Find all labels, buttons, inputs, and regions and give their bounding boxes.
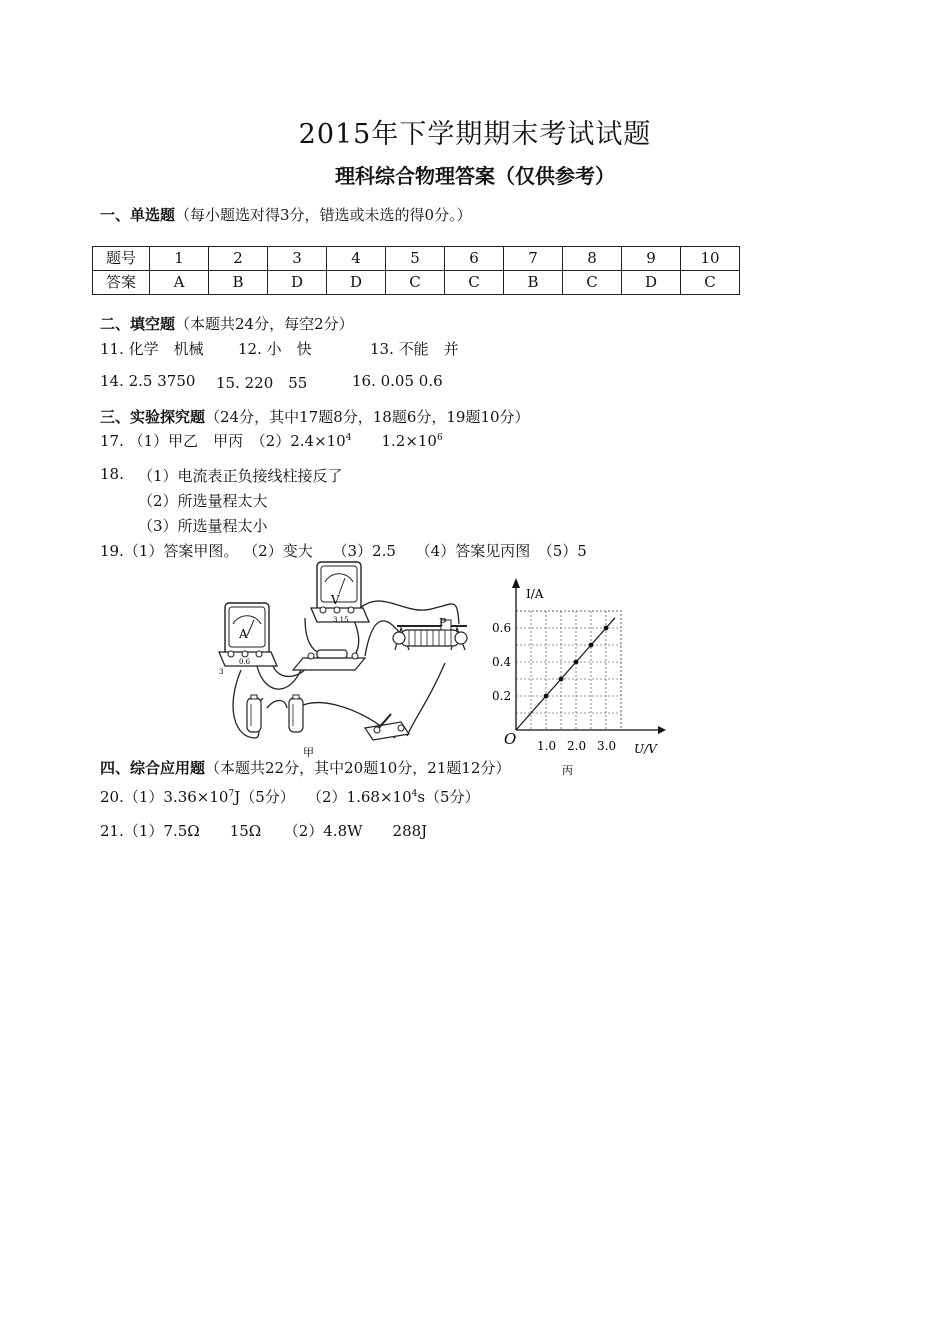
section1 xyxy=(100,204,472,225)
circuit-figure xyxy=(205,558,495,768)
voltmeter-icon xyxy=(311,562,369,622)
q17 xyxy=(100,430,443,451)
answer-cell: C xyxy=(445,271,504,295)
data-point xyxy=(589,643,594,648)
section4-heading: 四、综合应用题 xyxy=(100,759,206,777)
voltmeter-label: V xyxy=(331,593,340,607)
q17-exp2: 6 xyxy=(436,433,443,443)
section2 xyxy=(100,313,354,334)
answer-cell: B xyxy=(209,271,268,295)
section4 xyxy=(100,757,510,778)
num-cell: 5 xyxy=(386,247,445,271)
y-tick-labels xyxy=(492,621,511,703)
row2-label: 答案 xyxy=(93,271,150,295)
answer-cell: C xyxy=(681,271,740,295)
x-axis-label: U/V xyxy=(634,742,657,756)
answer-cell: C xyxy=(563,271,622,295)
section2-note: （本题共24分，每空2分） xyxy=(175,315,354,333)
q17-exp1: 4 xyxy=(345,433,352,443)
iu-graph xyxy=(488,576,688,778)
ammeter-terminal-left: 3 xyxy=(219,668,224,676)
q18-item-3: （3）所选量程太小 xyxy=(138,517,268,535)
num-cell: 2 xyxy=(209,247,268,271)
answer-cell: B xyxy=(504,271,563,295)
q18-item-2: （2）所选量程太大 xyxy=(138,492,268,510)
q15: 15. 220 55 xyxy=(216,374,308,392)
section3 xyxy=(100,406,530,427)
data-point xyxy=(574,660,579,665)
battery-icon xyxy=(247,695,261,732)
q14: 14. 2.5 3750 xyxy=(100,372,196,390)
data-point xyxy=(559,677,564,682)
page-title: 2015年下学期期末考试试题 xyxy=(298,119,652,150)
row1-label: 题号 xyxy=(93,247,150,271)
q11: 11. 化学 机械 xyxy=(100,340,204,358)
answer-cell: C xyxy=(386,271,445,295)
table-row-numbers xyxy=(93,247,740,271)
num-cell: 6 xyxy=(445,247,504,271)
answer-cell: D xyxy=(327,271,386,295)
num-cell: 8 xyxy=(563,247,622,271)
q16: 16. 0.05 0.6 xyxy=(352,372,443,390)
battery-icon xyxy=(289,695,303,732)
section1-heading: 一、单选题 xyxy=(100,206,176,224)
y-tick-label: 0.6 xyxy=(492,621,512,635)
q17-part-b: 1.2×10 xyxy=(351,432,437,450)
num-cell: 4 xyxy=(327,247,386,271)
ammeter-icon xyxy=(219,603,277,666)
x-tick-labels xyxy=(537,739,616,753)
q12: 12. 小 快 xyxy=(238,340,312,358)
answer-cell: A xyxy=(150,271,209,295)
q21: 21.（1）7.5Ω 15Ω （2）4.8W 288J xyxy=(100,822,428,840)
data-point xyxy=(544,694,549,699)
data-point xyxy=(604,626,609,631)
q18-item-1: （1）电流表正负接线柱接反了 xyxy=(138,467,343,485)
x-tick-label: 2.0 xyxy=(567,739,587,753)
answer-table xyxy=(92,246,740,295)
origin-label: O xyxy=(504,730,517,748)
table-row-answers xyxy=(93,271,740,295)
section3-heading: 三、实验探究题 xyxy=(100,408,206,426)
q20-exp1: 7 xyxy=(228,789,235,799)
section1-note: （每小题选对得3分，错选或未选的得0分。） xyxy=(175,206,472,224)
q17-part-a: 17. （1）甲乙 甲丙 （2）2.4×10 xyxy=(100,432,346,450)
answer-cell: D xyxy=(622,271,681,295)
figure-caption-bing: 丙 xyxy=(562,764,573,777)
q20-part-c: s（5分） xyxy=(417,788,480,806)
section3-note: （24分，其中17题8分，18题6分，19题10分） xyxy=(205,408,530,426)
num-cell: 10 xyxy=(681,247,740,271)
rheostat-label: P xyxy=(439,616,447,629)
resistor-icon xyxy=(293,650,365,670)
voltmeter-terminals: 3 15 xyxy=(333,616,349,624)
rheostat-icon xyxy=(393,620,467,650)
section2-heading: 二、填空题 xyxy=(100,315,176,333)
num-cell: 9 xyxy=(622,247,681,271)
switch-icon xyxy=(365,714,409,740)
page-subtitle: 理科综合物理答案（仅供参考） xyxy=(335,164,615,188)
graph-axes xyxy=(512,578,666,734)
q20-exp2: 4 xyxy=(411,789,418,799)
num-cell: 1 xyxy=(150,247,209,271)
ammeter-label: A xyxy=(239,627,248,641)
y-tick-label: 0.2 xyxy=(492,689,512,703)
ammeter-terminals: 0.6 xyxy=(239,658,251,666)
answer-cell: D xyxy=(268,271,327,295)
section4-note: （本题共22分，其中20题10分，21题12分） xyxy=(205,759,511,777)
num-cell: 3 xyxy=(268,247,327,271)
x-tick-label: 1.0 xyxy=(537,739,557,753)
x-tick-label: 3.0 xyxy=(597,739,617,753)
q20-part-b: J（5分） （2）1.68×10 xyxy=(234,788,412,806)
y-axis-label: I/A xyxy=(526,587,544,601)
y-tick-label: 0.4 xyxy=(492,655,512,669)
q13: 13. 不能 并 xyxy=(370,340,459,358)
q18-number: 18. xyxy=(100,465,124,483)
figure-caption-jia: 甲 xyxy=(303,746,314,759)
q19: 19.（1）答案甲图。 （2）变大 （3）2.5 （4）答案见丙图 （5）5 xyxy=(100,542,587,560)
q20 xyxy=(100,786,480,807)
num-cell: 7 xyxy=(504,247,563,271)
q20-part-a: 20.（1）3.36×10 xyxy=(100,788,229,806)
